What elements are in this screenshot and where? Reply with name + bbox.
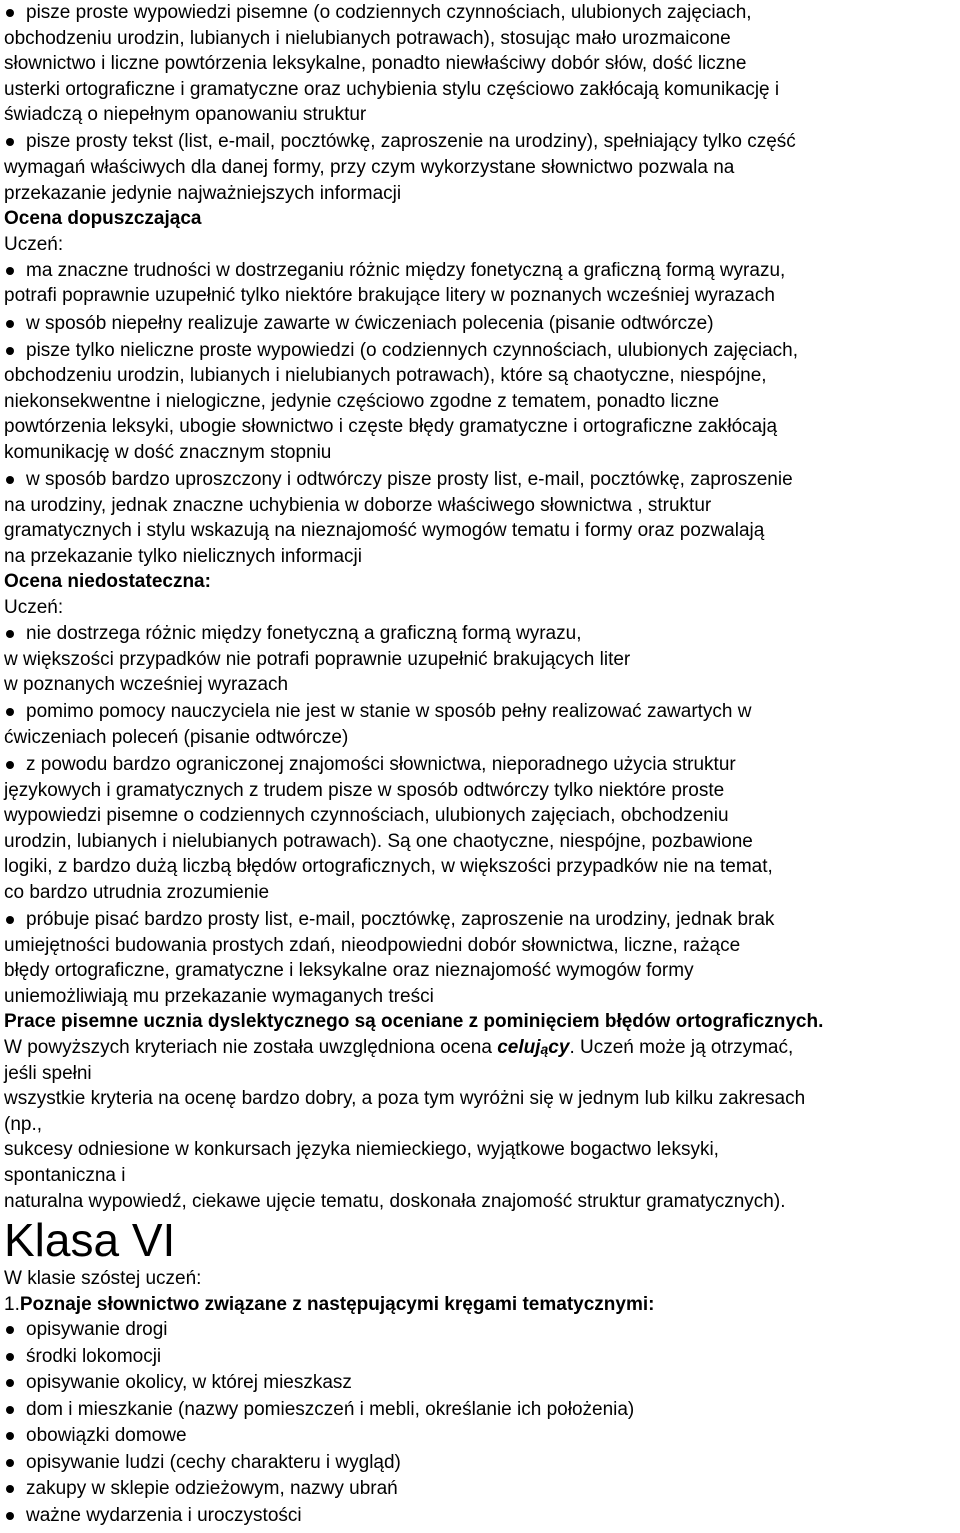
text-line: słownictwo i liczne powtórzenia leksykalne, ponadto niewłaściwy dobór słów, dość liczne xyxy=(4,53,747,75)
text-line: co bardzo utrudnia zrozumienie xyxy=(4,882,270,903)
text-line: w poznanych wcześniej wyrazach xyxy=(4,674,289,696)
text-line: spontaniczna i xyxy=(4,1165,126,1187)
text-line: powtórzenia leksyki, ubogie słownictwo i częste błędy gramatyczne i ortograficzne zakłócają xyxy=(4,416,778,438)
celujaca-word-sub: ą xyxy=(540,1041,549,1058)
klasa-intro: W klasie szóstej uczeń: xyxy=(4,1268,202,1290)
text-line: na przekazanie tylko nielicznych informacji xyxy=(4,545,362,567)
topic-item: środki lokomocji xyxy=(4,1344,956,1371)
text-line: świadczą o niepełnym opanowaniu struktur xyxy=(4,104,367,126)
topic-item: zakupy w sklepie odzieżowym, nazwy ubrań xyxy=(4,1476,956,1503)
text-line: logiki, z bardzo dużą liczbą błędów ortograficznych, w większości przypadków nie na temat, xyxy=(4,856,773,878)
heading-ocena-niedostateczna: Ocena niedostateczna: xyxy=(4,571,211,593)
celujaca-word-b: cy xyxy=(548,1037,570,1059)
bullet-item: w sposób niepełny realizuje zawarte w ćwiczeniach polecenia (pisanie odtwórcze) xyxy=(4,311,956,337)
criteria-part-1 xyxy=(4,0,956,206)
text-line: wypowiedzi pisemne o codziennych czynnościach, ulubionych zajęciach, obchodzeniu xyxy=(4,805,729,827)
celujaca-sentence xyxy=(4,1035,956,1061)
text-line: jeśli spełni xyxy=(4,1062,92,1084)
criteria-part-2 xyxy=(4,258,956,570)
point-1-title: Poznaje słownictwo związane z następującymi kręgami tematycznymi: xyxy=(19,1293,655,1315)
bullet-item: pisze proste wypowiedzi pisemne (o codziennych czynnościach, ulubionych zajęciach, xyxy=(4,0,956,26)
bullet-item: nie dostrzega różnic między fonetyczną a graficzną formą wyrazu, xyxy=(4,621,956,647)
text-line: potrafi poprawnie uzupełnić tylko niektóre brakujące litery w poznanych wcześniej wyrazach xyxy=(4,285,775,307)
celujaca-pre: W powyższych kryteriach nie została uwzględniona ocena xyxy=(4,1037,498,1059)
point-1-number: 1. xyxy=(4,1293,20,1315)
text-line: niekonsekwentne i nielogiczne, jedynie częściowo zgodne z tematem, ponadto liczne xyxy=(4,390,720,412)
topic-item: opisywanie okolicy, w której mieszkasz xyxy=(4,1370,956,1397)
topic-item: obowiązki domowe xyxy=(4,1423,956,1450)
topic-item: opisywanie ludzi (cechy charakteru i wygląd) xyxy=(4,1450,956,1477)
text-line: (np., xyxy=(4,1113,43,1135)
text-line: błędy ortograficzne, gramatyczne i leksykalne oraz nieznajomość wymogów formy xyxy=(4,960,694,982)
text-line: ćwiczeniach poleceń (pisanie odtwórcze) xyxy=(4,726,349,748)
bullet-item: w sposób bardzo uproszczony i odtwórczy pisze prosty list, e-mail, pocztówkę, zaproszenie xyxy=(4,467,956,493)
text-line: usterki ortograficzne i gramatyczne oraz uchybienia stylu częściowo zakłócają komunikację i xyxy=(4,78,780,100)
bullet-item: ma znaczne trudności w dostrzeganiu różnic między fonetyczną a graficzną formą wyrazu, xyxy=(4,258,956,284)
bullet-item: próbuje pisać bardzo prosty list, e-mail, pocztówkę, zaproszenie na urodziny, jednak brak xyxy=(4,907,956,933)
text-line: umiejętności budowania prostych zdań, nieodpowiedni dobór słownictwa, liczne, rażące xyxy=(4,934,741,956)
uczen-label: Uczeń: xyxy=(4,597,64,619)
text-line: wymagań właściwych dla danej formy, przy czym wykorzystane słownictwo pozwala na xyxy=(4,157,735,179)
text-line: urodzin, lubianych i nielubianych potrawach). Są one chaotyczne, niespójne, pozbawione xyxy=(4,830,753,852)
bullet-item: pisze tylko nieliczne proste wypowiedzi (o codziennych czynnościach, ulubionych zajęciach, xyxy=(4,338,956,364)
text-line: na urodziny, jednak znaczne uchybienia w doborze właściwego słownictwa , struktur xyxy=(4,494,712,516)
topic-item: ważne wydarzenia i uroczystości xyxy=(4,1503,956,1530)
text-line: przekazanie jedynie najważniejszych informacji xyxy=(4,182,402,204)
text-line: wszystkie kryteria na ocenę bardzo dobry, a poza tym wyróżni się w jednym lub kilku zakresach xyxy=(4,1088,806,1110)
uczen-label: Uczeń: xyxy=(4,234,64,256)
topic-list xyxy=(4,1317,956,1529)
celujaca-details xyxy=(4,1061,956,1215)
text-line: uniemożliwiają mu przekazanie wymaganych treści xyxy=(4,985,434,1007)
bullet-item: z powodu bardzo ograniczonej znajomości słownictwa, nieporadnego użycia struktur xyxy=(4,752,956,778)
heading-ocena-dopuszczajaca: Ocena dopuszczająca xyxy=(4,208,202,230)
text-line: obchodzeniu urodzin, lubianych i nielubianych potrawach), stosując mało urozmaicone xyxy=(4,27,731,49)
celujaca-word-a: celuj xyxy=(497,1037,541,1059)
klasa-title: Klasa VI xyxy=(4,1214,176,1267)
text-line: językowych i gramatycznych z trudem pisze w sposób odtwórczy tylko niektóre proste xyxy=(4,779,725,801)
text-line: naturalna wypowiedź, ciekawe ujęcie tematu, doskonała znajomość struktur gramatycznych). xyxy=(4,1190,786,1212)
point-1 xyxy=(4,1292,956,1318)
dyslexia-note: Prace pisemne ucznia dyslektycznego są oceniane z pominięciem błędów ortograficznych. xyxy=(4,1011,824,1033)
topic-item: opisywanie drogi xyxy=(4,1317,956,1344)
celujaca-post: . Uczeń może ją otrzymać, xyxy=(569,1037,794,1059)
text-line: sukcesy odniesione w konkursach języka niemieckiego, wyjątkowe bogactwo leksyki, xyxy=(4,1139,719,1161)
criteria-part-3 xyxy=(4,621,956,1009)
text-line: gramatycznych i stylu wskazują na nieznajomość wymogów tematu i formy oraz pozwalają xyxy=(4,520,765,542)
topic-item: dom i mieszkanie (nazwy pomieszczeń i mebli, określanie ich położenia) xyxy=(4,1397,956,1424)
text-line: obchodzeniu urodzin, lubianych i nielubianych potrawach), które są chaotyczne, niespójne, xyxy=(4,365,767,387)
text-line: w większości przypadków nie potrafi poprawnie uzupełnić brakujących liter xyxy=(4,648,631,670)
bullet-item: pomimo pomocy nauczyciela nie jest w stanie w sposób pełny realizować zawartych w xyxy=(4,699,956,725)
bullet-item: pisze prosty tekst (list, e-mail, pocztówkę, zaproszenie na urodziny), spełniający tylko część xyxy=(4,129,956,155)
text-line: komunikację w dość znacznym stopniu xyxy=(4,442,332,463)
